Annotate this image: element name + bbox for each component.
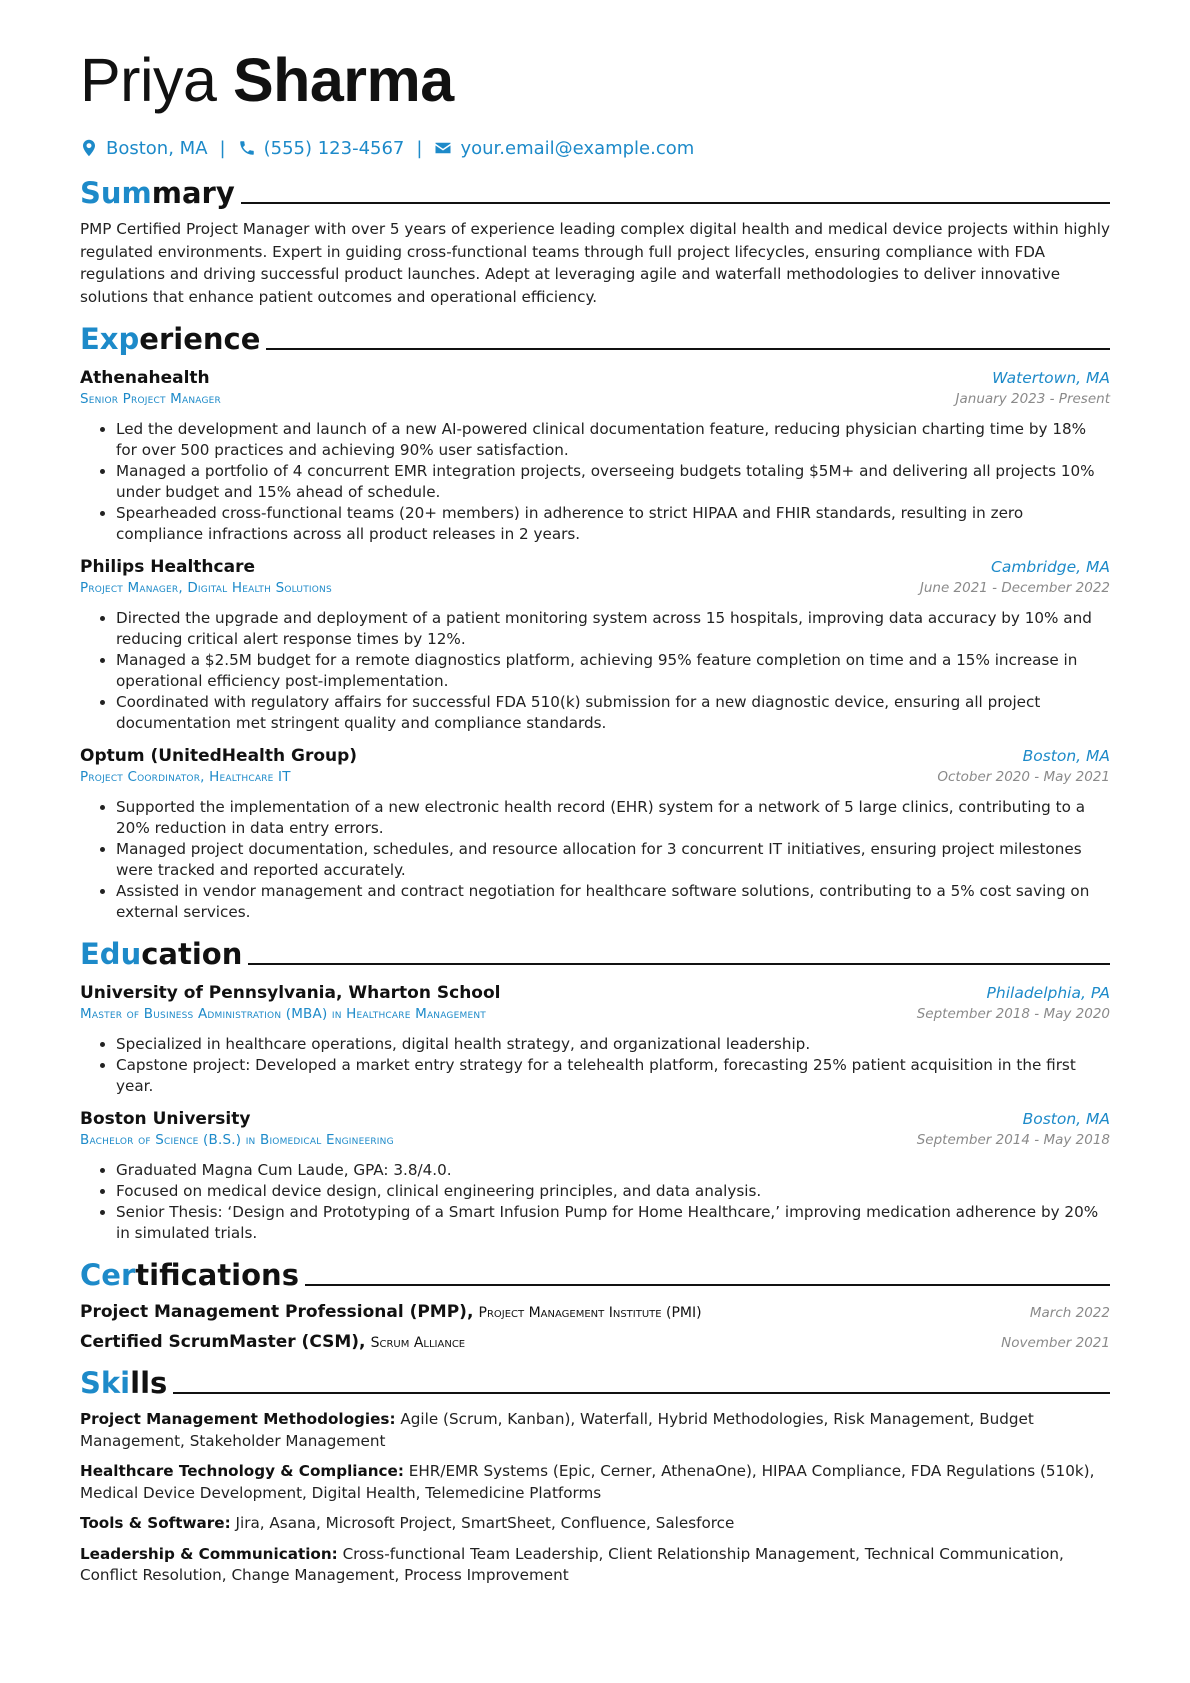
- certification-issuer: Scrum Alliance: [370, 1335, 466, 1351]
- skill-category: Tools & Software:: [80, 1514, 231, 1532]
- bullet-item: • Led the development and launch of a new AI-powered clinical documentation feature, reducing physician charting time by 18% for over 500 practices and achieving 90% user satisfaction.: [116, 419, 1110, 461]
- section-title: Skills: [80, 1366, 168, 1400]
- location-text: Boston, MA: [106, 137, 208, 159]
- entry-subheader: [80, 1006, 1110, 1022]
- entry-header: [80, 368, 1110, 388]
- certification-separator: ,: [466, 1302, 474, 1322]
- email-text: your.email@example.com: [460, 137, 695, 159]
- candidate-name: [80, 44, 1110, 116]
- experience-heading: [80, 318, 1110, 356]
- certification-row: [80, 1332, 1110, 1352]
- bullet-item: • Graduated Magna Cum Laude, GPA: 3.8/4.0.: [116, 1160, 1110, 1181]
- certification-separator: ,: [359, 1332, 366, 1352]
- skill-row: [80, 1461, 1110, 1504]
- map-marker-icon: [80, 139, 98, 157]
- organization-name: Philips Healthcare: [80, 557, 255, 577]
- skill-row: [80, 1409, 1110, 1452]
- bullet-item: • Managed project documentation, schedules, and resource allocation for 3 concurrent IT initiatives, ensuring project milestones were tracked and reported accurately.: [116, 839, 1110, 881]
- bullet-list: [80, 419, 1110, 545]
- entry-date: September 2018 - May 2020: [916, 1006, 1110, 1022]
- skill-row: [80, 1513, 1110, 1535]
- envelope-icon: [434, 139, 452, 157]
- organization-name: University of Pennsylvania, Wharton School: [80, 983, 501, 1003]
- entry-subheader: [80, 580, 1110, 596]
- organization-name: Boston University: [80, 1109, 251, 1129]
- section-rule: [241, 202, 1110, 204]
- section-title: Education: [80, 937, 243, 971]
- certification-date: November 2021: [1001, 1335, 1110, 1351]
- entry-header: [80, 557, 1110, 577]
- skill-values: Cross-functional Team Leadership, Client Relationship Management, Technical Communication, Conflict Resolution, Change Management, Process Improvement: [80, 1544, 1064, 1584]
- bullet-item: • Directed the upgrade and deployment of a patient monitoring system across 15 hospitals, improving data accuracy by 10% and reducing critical alert response times by 12%.: [116, 608, 1110, 650]
- section-rule: [305, 1284, 1110, 1286]
- bullet-item: • Capstone project: Developed a market entry strategy for a telehealth platform, forecasting 25% patient acquisition in the first year.: [116, 1055, 1110, 1097]
- skills-list: [80, 1409, 1110, 1587]
- bullet-list: [80, 608, 1110, 734]
- skills-heading: [80, 1362, 1110, 1400]
- experience-list: [80, 368, 1110, 923]
- bullet-item: • Spearheaded cross-functional teams (20+ members) in adherence to strict HIPAA and FHIR standards, resulting in zero compliance infractions across all product releases in 2 years.: [116, 503, 1110, 545]
- certification-date: March 2022: [1029, 1305, 1110, 1321]
- bullet-item: • Managed a $2.5M budget for a remote diagnostics platform, achieving 95% feature completion on time and a 15% increase in operational efficiency post-implementation.: [116, 650, 1110, 692]
- entry-location: Watertown, MA: [992, 369, 1110, 387]
- education-list: [80, 983, 1110, 1244]
- organization-name: Athenahealth: [80, 368, 210, 388]
- entry-role: Project Manager, Digital Health Solutions: [80, 580, 332, 596]
- entry-subheader: [80, 1132, 1110, 1148]
- entry-location: Cambridge, MA: [991, 558, 1110, 576]
- phone-icon: [238, 139, 256, 157]
- contact-location: [80, 138, 208, 159]
- skill-category: Leadership & Communication:: [80, 1544, 338, 1563]
- entry-header: [80, 1109, 1110, 1129]
- entry-location: Boston, MA: [1022, 747, 1110, 765]
- certifications-heading: [80, 1254, 1110, 1292]
- organization-name: Optum (UnitedHealth Group): [80, 746, 358, 766]
- entry-date: October 2020 - May 2021: [937, 769, 1110, 785]
- experience-entry: [80, 368, 1110, 545]
- entry-header: [80, 983, 1110, 1003]
- contact-line: [80, 134, 1110, 162]
- section-title: Certifications: [80, 1258, 299, 1292]
- certification-title: [80, 1302, 702, 1322]
- certification-issuer: Project Management Institute (PMI): [478, 1305, 702, 1321]
- skill-category: Project Management Methodologies:: [80, 1410, 396, 1428]
- phone-text: (555) 123-4567: [263, 137, 405, 159]
- summary-text: PMP Certified Project Manager with over 5 years of experience leading complex digital health and medical device projects within highly regulated environments. Expert in guiding cross-functional teams through full project lifecycles, ensuring compliance with FDA regulations and driving successful product launches. Adept at leveraging agile and waterfall methodologies to deliver innovative solutions that enhance patient outcomes and operational efficiency.: [80, 220, 1110, 306]
- skill-category: Healthcare Technology & Compliance:: [80, 1462, 404, 1480]
- entry-role: Project Coordinator, Healthcare IT: [80, 769, 291, 785]
- certification-row: [80, 1302, 1110, 1322]
- first-name: Priya: [80, 46, 217, 114]
- education-entry: [80, 983, 1110, 1097]
- section-rule: [173, 1392, 1110, 1394]
- entry-location: Boston, MA: [1022, 1110, 1110, 1128]
- bullet-list: [80, 1034, 1110, 1097]
- bullet-item: • Senior Thesis: ‘Design and Prototyping of a Smart Infusion Pump for Home Healthcare,’ improving medication adherence by 20% in simulated trials.: [116, 1202, 1110, 1244]
- skill-values: Jira, Asana, Microsoft Project, SmartSheet, Confluence, Salesforce: [235, 1514, 735, 1532]
- contact-phone[interactable]: [238, 138, 405, 159]
- skill-row: [80, 1544, 1110, 1587]
- skill-values: EHR/EMR Systems (Epic, Cerner, AthenaOne), HIPAA Compliance, FDA Regulations (510k), Medical Device Development, Digital Health, Telemedicine Platforms: [80, 1462, 1095, 1502]
- education-entry: [80, 1109, 1110, 1244]
- entry-role: Master of Business Administration (MBA) in Healthcare Management: [80, 1006, 486, 1022]
- certification-name: Certified ScrumMaster (CSM): [80, 1332, 360, 1352]
- entry-header: [80, 746, 1110, 766]
- bullet-item: • Assisted in vendor management and contract negotiation for healthcare software solutions, contributing to a 5% cost saving on external services.: [116, 881, 1110, 923]
- bullet-list: [80, 797, 1110, 923]
- bullet-item: • Coordinated with regulatory affairs for successful FDA 510(k) submission for a new diagnostic device, ensuring all project documentation met stringent quality and compliance standards.: [116, 692, 1110, 734]
- entry-role: Bachelor of Science (B.S.) in Biomedical Engineering: [80, 1132, 394, 1148]
- entry-subheader: [80, 391, 1110, 407]
- bullet-item: • Managed a portfolio of 4 concurrent EMR integration projects, overseeing budgets totaling $5M+ and delivering all projects 10% under budget and 15% ahead of schedule.: [116, 461, 1110, 503]
- section-rule: [248, 963, 1110, 965]
- contact-separator: |: [219, 137, 226, 159]
- bullet-item: • Supported the implementation of a new electronic health record (EHR) system for a network of 5 large clinics, contributing to a 20% reduction in data entry errors.: [116, 797, 1110, 839]
- certification-name: Project Management Professional (PMP): [80, 1302, 467, 1322]
- contact-separator: |: [416, 137, 423, 159]
- entry-date: June 2021 - December 2022: [919, 580, 1110, 596]
- last-name: Sharma: [232, 46, 454, 114]
- section-rule: [266, 348, 1110, 350]
- section-title: Summary: [80, 176, 235, 210]
- bullet-item: • Specialized in healthcare operations, digital health strategy, and organizational leadership.: [116, 1034, 1110, 1055]
- summary-heading: [80, 172, 1110, 210]
- entry-date: January 2023 - Present: [955, 391, 1110, 407]
- section-title: Experience: [80, 322, 261, 356]
- entry-location: Philadelphia, PA: [986, 984, 1110, 1002]
- entry-date: September 2014 - May 2018: [916, 1132, 1110, 1148]
- education-heading: [80, 933, 1110, 971]
- skill-values: Agile (Scrum, Kanban), Waterfall, Hybrid Methodologies, Risk Management, Budget Management, Stakeholder Management: [80, 1410, 1034, 1450]
- entry-role: Senior Project Manager: [80, 391, 222, 407]
- experience-entry: [80, 557, 1110, 734]
- contact-email[interactable]: [434, 138, 694, 159]
- certification-title: [80, 1332, 465, 1352]
- experience-entry: [80, 746, 1110, 923]
- certifications-list: [80, 1302, 1110, 1352]
- bullet-list: [80, 1160, 1110, 1244]
- bullet-item: • Focused on medical device design, clinical engineering principles, and data analysis.: [116, 1181, 1110, 1202]
- entry-subheader: [80, 769, 1110, 785]
